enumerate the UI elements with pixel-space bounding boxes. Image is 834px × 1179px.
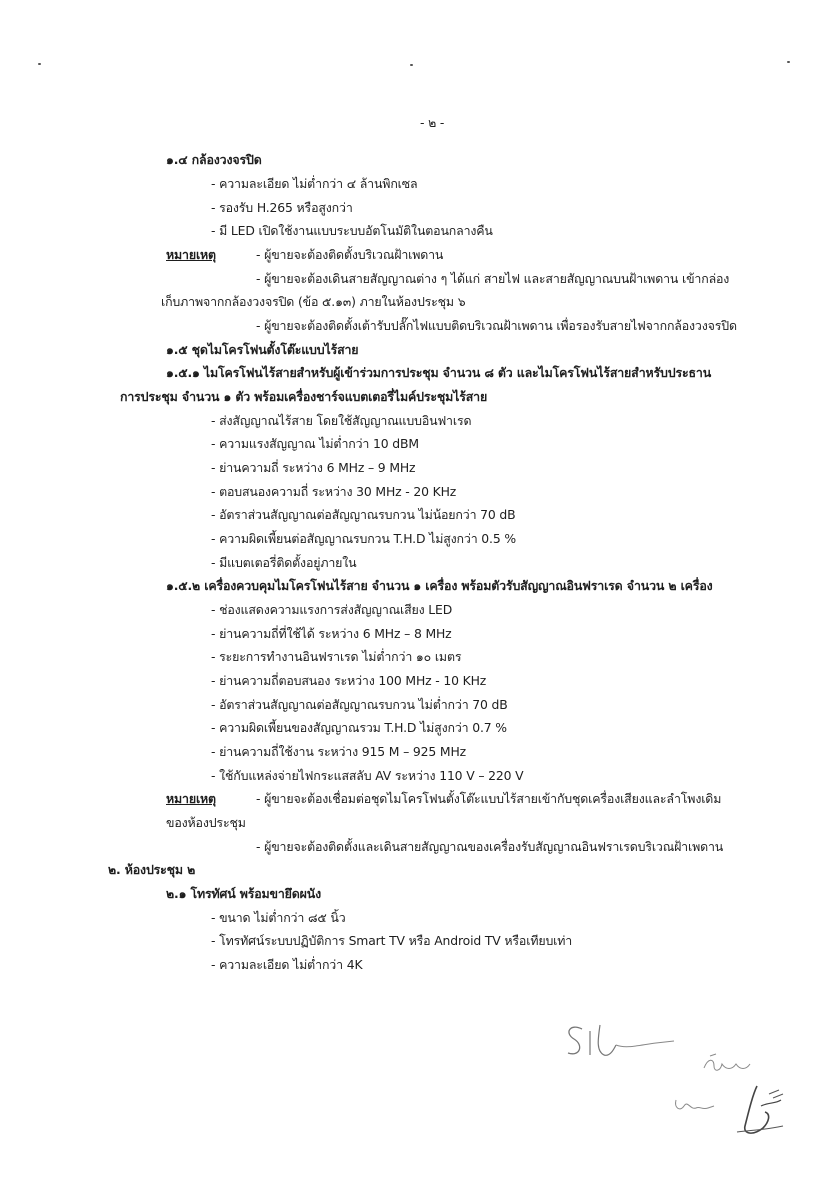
spec-item: - ตอบสนองความถี่ ระหว่าง 30 MHz - 20 KHz <box>211 484 457 499</box>
scan-mark <box>787 61 790 63</box>
note-item: - ผู้ขายจะต้องเชื่อมต่อชุดไมโครโฟนตั้งโต๊ะแบบไร้สายเข้ากับชุดเครื่องเสียงและลำโพงเดิม <box>256 791 722 806</box>
spec-item: - มีแบตเตอรี่ติดตั้งอยู่ภายใน <box>211 555 357 570</box>
scan-mark <box>410 64 413 66</box>
spec-item: - ความผิดเพี้ยนต่อสัญญาณรบกวน T.H.D ไม่สูงกว่า 0.5 % <box>211 531 516 546</box>
page-number: - ๒ - <box>420 115 445 130</box>
note-label: หมายเหตุ <box>166 247 216 262</box>
section-heading: ๒.๑ โทรทัศน์ พร้อมขายึดผนัง <box>166 886 321 901</box>
signature-2 <box>700 1052 760 1078</box>
signature-3 <box>672 1092 716 1116</box>
spec-item: - ย่านความถี่ใช้งาน ระหว่าง 915 M – 925 MHz <box>211 744 466 759</box>
signature-1 <box>560 1015 680 1065</box>
spec-item: - ใช้กับแหล่งจ่ายไฟกระแสสลับ AV ระหว่าง 110 V – 220 V <box>211 768 524 783</box>
signature-4 <box>735 1080 795 1140</box>
note-item: - ผู้ขายจะต้องติดตั้งเต้ารับปลั๊กไฟแบบติดบริเวณฝ้าเพดาน เพื่อรองรับสายไฟจากกล้องวงจรปิด <box>256 318 737 333</box>
note-item-continued: ของห้องประชุม <box>166 815 246 830</box>
spec-item: - อัตราส่วนสัญญาณต่อสัญญาณรบกวน ไม่ต่ำกว่า 70 dB <box>211 697 508 712</box>
spec-item: - อัตราส่วนสัญญาณต่อสัญญาณรบกวน ไม่น้อยกว่า 70 dB <box>211 507 516 522</box>
spec-item: - มี LED เปิดใช้งานแบบระบบอัตโนมัติในตอนกลางคืน <box>211 223 493 238</box>
spec-item: - ช่องแสดงความแรงการส่งสัญญาณเสียง LED <box>211 602 453 617</box>
note-item: - ผู้ขายจะต้องติดตั้งและเดินสายสัญญาณของเครื่องรับสัญญาณอินฟราเรดบริเวณฝ้าเพดาน <box>256 839 724 854</box>
spec-item: - ย่านความถี่ ระหว่าง 6 MHz – 9 MHz <box>211 460 416 475</box>
spec-item: - ส่งสัญญาณไร้สาย โดยใช้สัญญาณแบบอินฟาเรด <box>211 413 472 428</box>
section-heading: ๑.๕ ชุดไมโครโฟนตั้งโต๊ะแบบไร้สาย <box>166 342 359 357</box>
scan-mark <box>38 63 41 65</box>
spec-item: - ความแรงสัญญาณ ไม่ต่ำกว่า 10 dBM <box>211 436 419 451</box>
spec-item: - ระยะการทำงานอินฟราเรด ไม่ต่ำกว่า ๑๐ เมตร <box>211 649 462 664</box>
chapter-heading: ๒. ห้องประชุม ๒ <box>108 862 196 877</box>
spec-item: - รองรับ H.265 หรือสูงกว่า <box>211 200 353 215</box>
note-item: - ผู้ขายจะต้องติดตั้งบริเวณฝ้าเพดาน <box>256 247 444 262</box>
spec-item: - ย่านความถี่ตอบสนอง ระหว่าง 100 MHz - 10 KHz <box>211 673 487 688</box>
subsection-heading-continued: การประชุม จำนวน ๑ ตัว พร้อมเครื่องชาร์จแบตเตอรี่ไมค์ประชุมไร้สาย <box>120 389 488 404</box>
spec-item: - ย่านความถี่ที่ใช้ได้ ระหว่าง 6 MHz – 8 MHz <box>211 626 452 641</box>
note-item-continued: เก็บภาพจากกล้องวงจรปิด (ข้อ ๕.๑๓) ภายในห้องประชุม ๖ <box>161 294 466 309</box>
note-label: หมายเหตุ <box>166 791 216 806</box>
subsection-heading: ๑.๕.๒ เครื่องควบคุมไมโครโฟนไร้สาย จำนวน ๑ เครื่อง พร้อมตัวรับสัญญาณอินฟราเรด จำนวน ๒ เครื่อง <box>166 578 713 593</box>
subsection-heading: ๑.๕.๑ ไมโครโฟนไร้สายสำหรับผู้เข้าร่วมการประชุม จำนวน ๘ ตัว และไมโครโฟนไร้สายสำหรับประธาน <box>166 365 712 380</box>
spec-item: - โทรทัศน์ระบบปฏิบัติการ Smart TV หรือ Android TV หรือเทียบเท่า <box>211 933 573 948</box>
spec-item: - ความผิดเพี้ยนของสัญญาณรวม T.H.D ไม่สูงกว่า 0.7 % <box>211 720 507 735</box>
spec-item: - ความละเอียด ไม่ต่ำกว่า 4K <box>211 957 363 972</box>
spec-item: - ความละเอียด ไม่ต่ำกว่า ๔ ล้านพิกเซล <box>211 176 418 191</box>
section-heading: ๑.๔ กล้องวงจรปิด <box>166 152 262 167</box>
spec-item: - ขนาด ไม่ต่ำกว่า ๘๕ นิ้ว <box>211 910 346 925</box>
note-item: - ผู้ขายจะต้องเดินสายสัญญาณต่าง ๆ ได้แก่ สายไฟ และสายสัญญาณบนฝ้าเพดาน เข้ากล่อง <box>256 271 730 286</box>
